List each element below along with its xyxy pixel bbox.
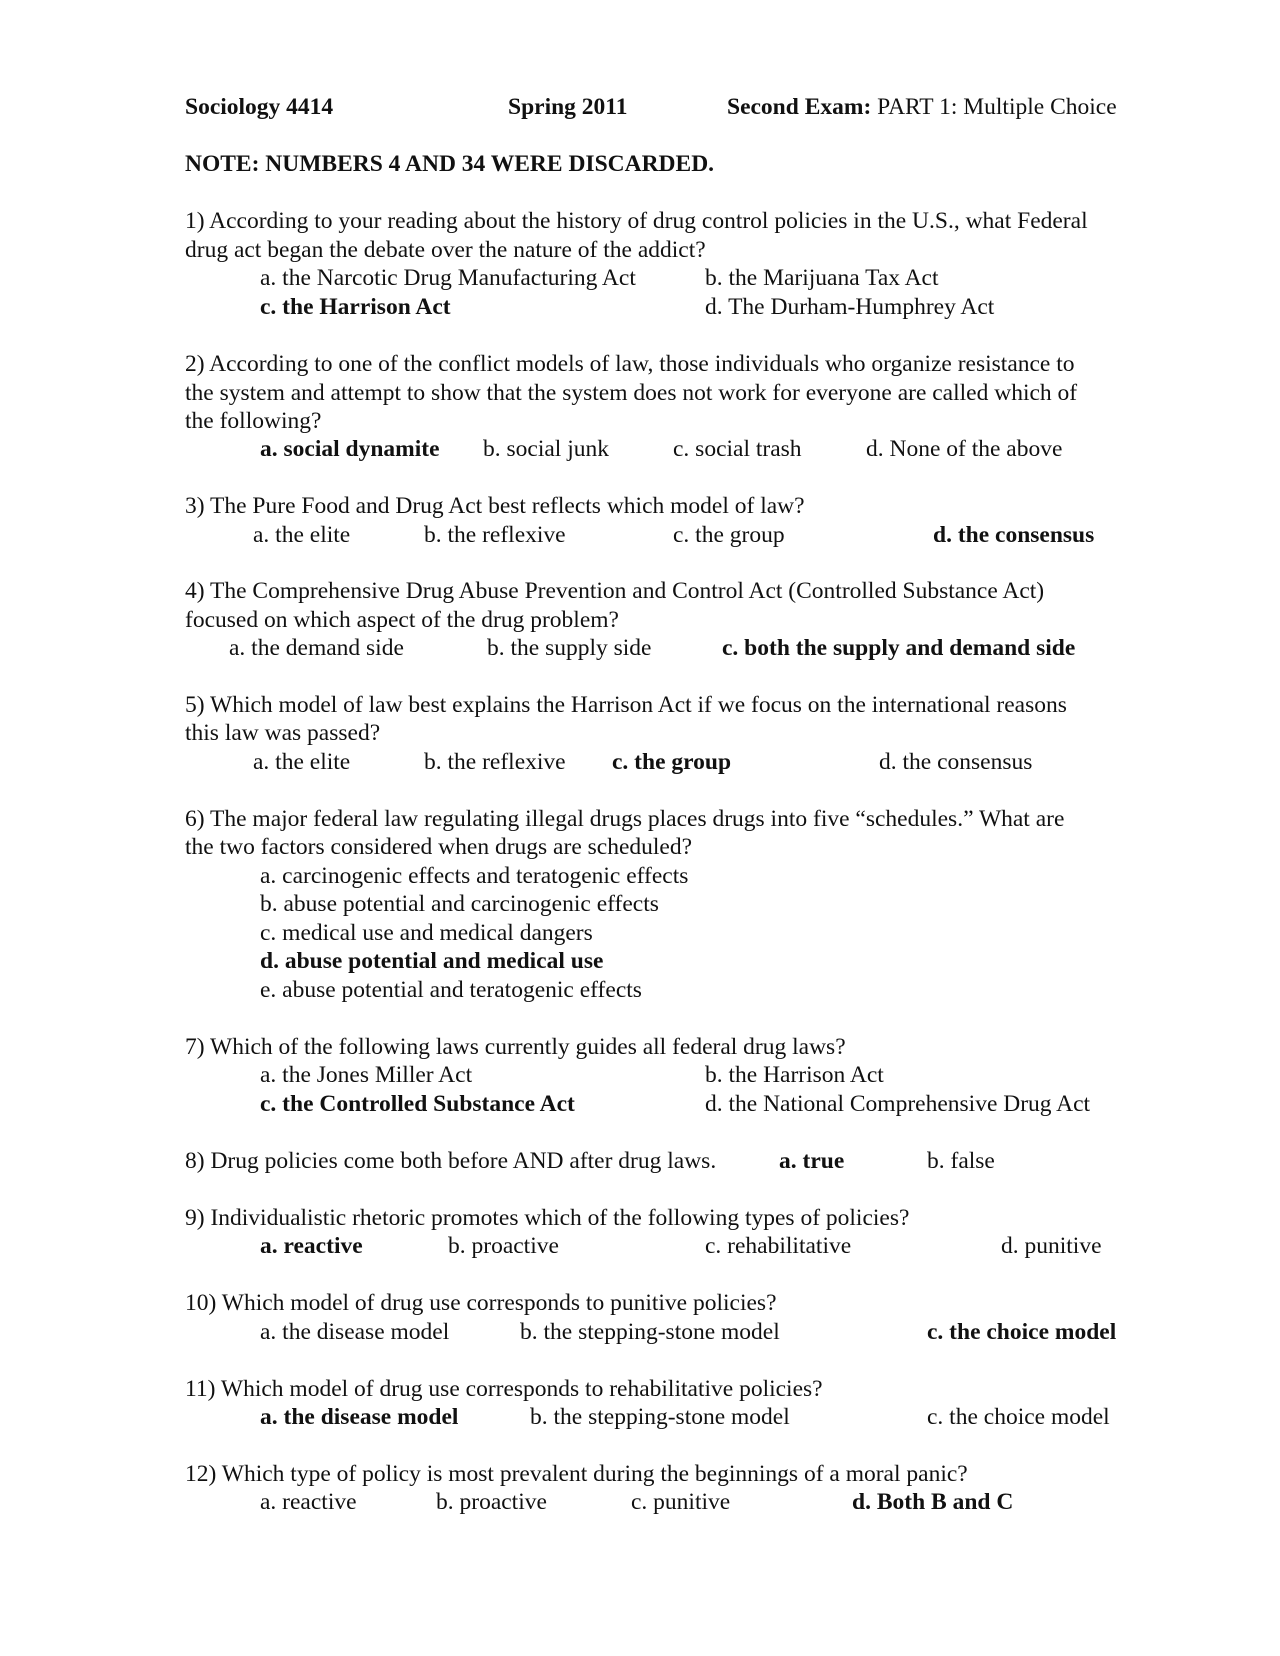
question-text: 4) The Comprehensive Drug Abuse Prevention and Control Act (Controlled Substance Act) (185, 578, 1045, 604)
question-text: drug act began the debate over the nature of the addict? (185, 237, 706, 263)
answer-option: d. the National Comprehensive Drug Act (705, 1091, 1091, 1117)
correct-answer: a. true (779, 1148, 845, 1174)
question-text: 7) Which of the following laws currently guides all federal drug laws? (185, 1034, 846, 1060)
course-title: Sociology 4414 (185, 94, 334, 120)
answer-option: a. the demand side (229, 635, 404, 661)
question-text: 1) According to your reading about the history of drug control policies in the U.S., what Federal (185, 208, 1088, 234)
question-text: 11) Which model of drug use corresponds to rehabilitative policies? (185, 1376, 823, 1402)
answer-option: e. abuse potential and teratogenic effects (260, 977, 642, 1003)
exam-title-rest: PART 1: Multiple Choice (871, 94, 1117, 120)
answer-option: b. the Marijuana Tax Act (705, 265, 939, 291)
answer-option: b. proactive (436, 1489, 547, 1515)
correct-answer: c. the Harrison Act (260, 294, 451, 320)
correct-answer: c. the Controlled Substance Act (260, 1091, 575, 1117)
answer-option: b. the Harrison Act (705, 1062, 884, 1088)
answer-option: d. The Durham-Humphrey Act (705, 294, 995, 320)
answer-option: d. None of the above (866, 436, 1063, 462)
answer-option: a. the Narcotic Drug Manufacturing Act (260, 265, 636, 291)
question-text: the system and attempt to show that the system does not work for everyone are called which of (185, 380, 1078, 406)
question-text: focused on which aspect of the drug problem? (185, 607, 619, 633)
question-text: 2) According to one of the conflict models of law, those individuals who organize resistance to (185, 351, 1075, 377)
exam-title (727, 93, 1117, 122)
discard-note: NOTE: NUMBERS 4 AND 34 WERE DISCARDED. (185, 151, 715, 177)
correct-answer: d. the consensus (933, 522, 1095, 548)
answer-option: a. the disease model (260, 1319, 450, 1345)
term-label: Spring 2011 (508, 94, 628, 120)
correct-answer: d. Both B and C (852, 1489, 1014, 1515)
answer-option: d. the consensus (879, 749, 1033, 775)
answer-option: c. the choice model (927, 1404, 1110, 1430)
question-text: 3) The Pure Food and Drug Act best reflects which model of law? (185, 493, 805, 519)
correct-answer: d. abuse potential and medical use (260, 948, 604, 974)
answer-option: b. false (927, 1148, 995, 1174)
answer-option: c. social trash (673, 436, 802, 462)
answer-option: b. proactive (448, 1233, 559, 1259)
answer-option: b. the reflexive (424, 522, 566, 548)
answer-option: b. the supply side (487, 635, 652, 661)
answer-option: a. carcinogenic effects and teratogenic effects (260, 863, 689, 889)
question-text: 9) Individualistic rhetoric promotes which of the following types of policies? (185, 1205, 910, 1231)
answer-option: c. rehabilitative (705, 1233, 852, 1259)
answer-option: b. the stepping-stone model (520, 1319, 780, 1345)
answer-option: a. the elite (253, 749, 351, 775)
question-text: this law was passed? (185, 720, 381, 746)
question-text: the two factors considered when drugs are scheduled? (185, 834, 693, 860)
answer-option: b. the stepping-stone model (530, 1404, 790, 1430)
answer-option: c. the group (673, 522, 785, 548)
question-text: 12) Which type of policy is most prevalent during the beginnings of a moral panic? (185, 1461, 968, 1487)
answer-option: a. reactive (260, 1489, 357, 1515)
correct-answer: c. the choice model (927, 1319, 1117, 1345)
answer-option: b. the reflexive (424, 749, 566, 775)
question-text: the following? (185, 408, 322, 434)
answer-option: a. the Jones Miller Act (260, 1062, 473, 1088)
answer-option: a. the elite (253, 522, 351, 548)
question-text: 8) Drug policies come both before AND after drug laws. (185, 1148, 717, 1174)
correct-answer: a. social dynamite (260, 436, 440, 462)
answer-option: c. medical use and medical dangers (260, 920, 593, 946)
answer-option: c. punitive (631, 1489, 731, 1515)
question-text: 5) Which model of law best explains the Harrison Act if we focus on the international reasons (185, 692, 1067, 718)
exam-title-bold: Second Exam: (727, 94, 872, 120)
correct-answer: a. the disease model (260, 1404, 459, 1430)
answer-option: d. punitive (1001, 1233, 1102, 1259)
correct-answer: c. the group (612, 749, 732, 775)
answer-option: b. social junk (483, 436, 609, 462)
correct-answer: c. both the supply and demand side (722, 635, 1076, 661)
question-text: 6) The major federal law regulating illegal drugs places drugs into five “schedules.” What are (185, 806, 1065, 832)
answer-option: b. abuse potential and carcinogenic effects (260, 891, 659, 917)
question-text: 10) Which model of drug use corresponds to punitive policies? (185, 1290, 777, 1316)
correct-answer: a. reactive (260, 1233, 363, 1259)
